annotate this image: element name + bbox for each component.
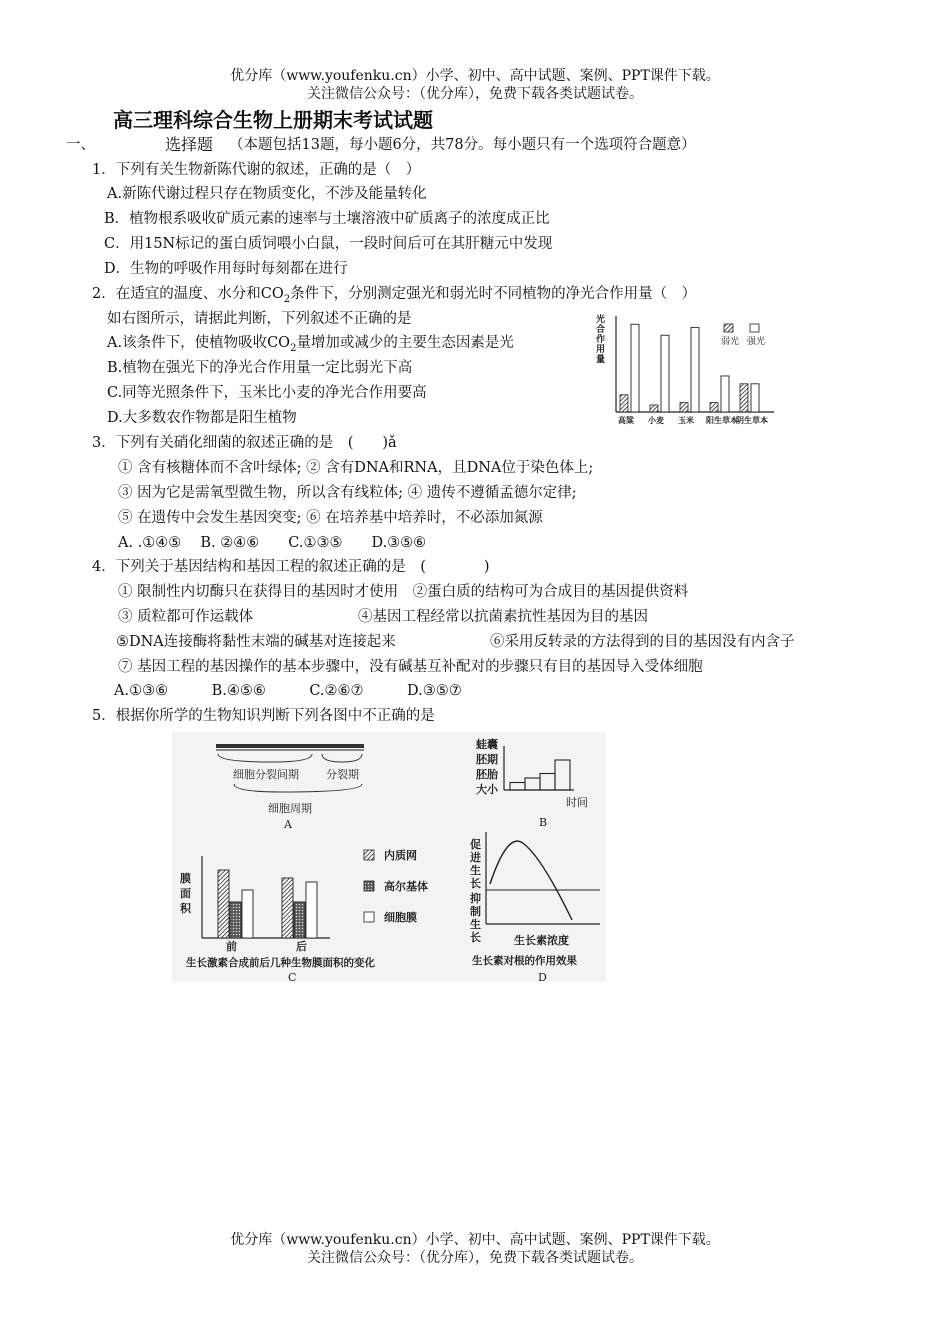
figure-d-ylabel-top-char: 进 [470,851,481,864]
figure-d-ylabel-bottom-char: 长 [470,931,481,944]
figure-c-bar-0-2 [242,890,253,938]
q4-statement-4: ④基因工程经常以抗菌素抗性基因为目的基因 [358,609,648,625]
bar-weak-0 [620,395,628,412]
q4-statement-6: ⑥采用反转录的方法得到的目的基因没有内含子 [490,634,795,650]
category-label-1: 小麦 [648,416,664,425]
q1-option-a: A.新陈代谢过程只存在物质变化，不涉及能量转化 [107,186,427,202]
header-line-1: 优分库（www.youfenku.cn）小学、初中、高中试题、案例、PPT课件下载。 [230,68,720,84]
q3-statement-2: ③ 因为它是需氧型微生物，所以含有线粒体; ④ 遗传不遵循孟德尔定律; [118,485,577,501]
page-title: 高三理科综合生物上册期末考试试题 [113,108,433,132]
bar-weak-2 [680,403,688,412]
q2-option-d: D.大多数农作物都是阳生植物 [107,410,297,426]
figure-b [476,737,588,829]
q2-bar-chart [590,312,780,428]
label-cell-cycle: 细胞周期 [268,802,312,815]
q2-option-c: C.同等光照条件下，玉米比小麦的净光合作用要高 [107,385,427,401]
figure-b-ylabel-line: 胚胎 [476,768,498,781]
figure-a-letter: A [284,818,292,831]
section-note: （本题包括13题，每小题6分，共78分。每小题只有一个选项符合题意） [229,137,696,153]
bar-strong-0 [631,324,639,412]
figure-c-letter: C [288,971,297,982]
figure-c-ylabel-char: 面 [180,887,191,900]
q3-statement-3: ⑤ 在遗传中会发生基因突变; ⑥ 在培养基中培养时，不必添加氮源 [118,510,543,526]
figure-d-xlabel: 生长素浓度 [514,934,569,947]
q4-options: A.①③⑥ B.④⑤⑥ C.②⑥⑦ D.③⑤⑦ [114,683,462,699]
q3-options: A. .①④⑤ B. ②④⑥ C.①③⑤ D.③⑤⑥ [118,535,427,551]
interphase-brace [218,754,312,762]
q4-statement-5: ⑤DNA连接酶将黏性末端的碱基对连接起来 [116,634,396,650]
figure-c-caption: 生长激素合成前后几种生物膜面积的变化 [186,957,375,969]
figure-d-ylabel-top-char: 生 [470,864,481,877]
figure-b-bar-0 [510,783,525,791]
section-heading: 选择题 [165,135,214,154]
figure-c-legend-swatch-2 [364,912,374,922]
figure-c-bar-1-0 [282,878,293,938]
figure-d-letter: D [538,971,547,982]
figure-b-ylabel-line: 胚期 [476,753,498,766]
figure-d [469,832,600,982]
legend-strong-swatch [750,324,759,332]
bar-weak-4 [740,384,748,412]
footer-line-2: 关注微信公众号：（优分库），免费下载各类试题试卷。 [307,1250,643,1266]
figure-d-ylabel-top-char: 长 [470,877,481,890]
figure-c-bar-0-0 [218,870,229,938]
figure-d-ylabel-bottom-char: 制 [470,905,481,918]
category-label-0: 高粱 [618,416,634,425]
q2-option-b: B.植物在强光下的净光合作用量一定比弱光下高 [107,360,413,376]
q2-ylabel-char: 光 [596,315,606,325]
figure-b-ylabel-line: 蛙囊 [476,738,498,751]
q4-statement-7: ⑦ 基因工程的基因操作的基本步骤中，没有碱基互补配对的步骤只有目的基因导入受体细胞 [118,659,703,675]
q3-statement-1: ① 含有核糖体而不含叶绿体; ② 含有DNA和RNA，且DNA位于染色体上; [118,460,594,476]
legend-weak-swatch [724,324,733,332]
q2-stem-2: 如右图所示，请据此判断，下列叙述不正确的是 [107,311,412,327]
q5-figure-panel [172,732,606,982]
figure-b-bar-2 [540,774,555,791]
label-interphase: 细胞分裂间期 [233,768,299,781]
legend-strong-label: 强光 [747,337,766,347]
q3-stem: 3．下列有关硝化细菌的叙述正确的是 ( )ǎ [92,435,397,451]
figure-b-bar-3 [555,760,570,790]
q1-option-c: C．用15N标记的蛋白质饲喂小白鼠，一段时间后可在其肝糖元中发现 [104,236,553,252]
figure-c-legend-swatch-0 [364,850,374,860]
q2-ylabel-char: 作 [596,335,606,345]
category-label-2: 玉米 [678,416,694,425]
q4-stem: 4．下列关于基因结构和基因工程的叙述正确的是 ( ) [92,559,490,575]
figure-c-bar-1-2 [306,882,317,938]
q1-option-b: B．植物根系吸收矿质元素的速率与土壤溶液中矿质离子的浓度成正比 [104,211,550,227]
figure-c-legend-label: 细胞膜 [384,911,417,924]
figure-c-group-label: 前 [226,940,237,953]
footer-line-1: 优分库（www.youfenku.cn）小学、初中、高中试题、案例、PPT课件下载。 [230,1232,720,1248]
bar-strong-4 [751,384,759,412]
category-label-3: 阳生草本 [706,416,738,425]
figure-d-ylabel-bottom-char: 生 [470,918,481,931]
section-number: 一、 [66,137,95,153]
auxin-response-curve [490,841,572,920]
q4-statement-1: ① 限制性内切酶只在获得目的基因时才使用 ②蛋白质的结构可为合成目的基因提供资料 [118,584,689,600]
figure-c-bar-1-1 [294,902,305,938]
division-brace [322,754,362,762]
figure-d-ylabel-bottom-char: 抑 [470,892,481,905]
header-line-2: 关注微信公众号：（优分库），免费下载各类试题试卷。 [307,86,643,102]
figure-c-bar-0-1 [230,902,241,938]
q2-chart-ylabel [596,313,605,365]
figure-c [180,848,428,982]
figure-c-ylabel-char: 积 [180,902,191,915]
figure-b-xlabel: 时间 [566,796,588,809]
figure-b-letter: B [539,816,548,829]
figure-b-bar-1 [525,778,540,790]
q2-ylabel-char: 用 [596,345,606,355]
figure-a [216,744,364,831]
figure-d-caption: 生长素对根的作用效果 [472,955,577,967]
q2-ylabel-char: 量 [596,355,606,365]
bar-strong-1 [661,335,669,412]
category-label-4: 阴生草本 [736,416,768,425]
q4-statement-3: ③ 质粒都可作运载体 [118,609,254,625]
figure-c-legend-swatch-1 [364,881,374,891]
figure-c-group-label: 后 [296,940,307,953]
bar-weak-1 [650,405,658,412]
figure-c-legend-label: 高尔基体 [384,880,428,893]
figure-b-ylabel-line: 大小 [476,783,498,796]
bar-strong-3 [721,376,729,412]
label-division: 分裂期 [326,768,359,781]
q2-stem: 2．在适宜的温度、水分和$CO_2$条件下，分别测定强光和弱光时不同植物的净光合作用量（ ） [92,286,697,305]
bar-strong-2 [691,327,699,412]
cell-cycle-bar [216,744,364,748]
q2-ylabel-char: 合 [596,325,606,335]
bar-weak-3 [710,403,718,412]
figure-c-legend-label: 内质网 [384,849,417,862]
cycle-brace [234,784,362,792]
q5-stem: 5．根据你所学的生物知识判断下列各图中不正确的是 [92,708,435,724]
q2-option-a: A.该条件下，使植物吸收$CO_2$量增加或减少的主要生态因素是光 [107,335,514,354]
legend-weak-label: 弱光 [721,337,740,347]
q1-stem: 1．下列有关生物新陈代谢的叙述，正确的是（ ） [92,162,421,178]
q1-option-d: D．生物的呼吸作用每时每刻都在进行 [104,261,348,277]
figure-d-ylabel-top-char: 促 [470,838,481,851]
figure-c-ylabel-char: 膜 [180,872,191,885]
